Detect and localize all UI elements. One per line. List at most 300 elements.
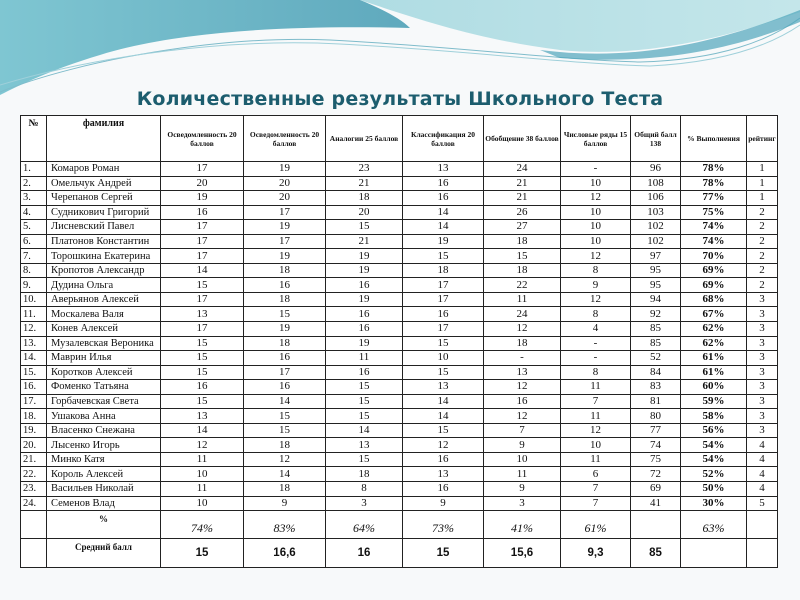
row-number: 13. [21, 336, 47, 351]
awareness-2-score: 19 [244, 162, 326, 177]
row-number: 17. [21, 394, 47, 409]
rating: 5 [747, 496, 778, 511]
rating: 1 [747, 191, 778, 206]
generalization-score: 10 [484, 452, 561, 467]
student-name: Дудина Ольга [47, 278, 161, 293]
analogies-score: 15 [326, 220, 403, 235]
row-number: 8. [21, 263, 47, 278]
generalization-score: 9 [484, 482, 561, 497]
awareness-1-score: 20 [161, 176, 244, 191]
awareness-1-score: 19 [161, 191, 244, 206]
awareness-2-score: 14 [244, 467, 326, 482]
analogies-score: 14 [326, 423, 403, 438]
total-score: 85 [631, 322, 681, 337]
student-name: Лисневский Павел [47, 220, 161, 235]
slide-title: Количественные результаты Школьного Теста [136, 88, 664, 110]
classification-score: 17 [403, 292, 484, 307]
row-number: 11. [21, 307, 47, 322]
header-analogies: Аналогии 25 баллов [326, 116, 403, 162]
percent-row-label: % [47, 511, 161, 539]
row-number: 2. [21, 176, 47, 191]
student-name: Горбачевская Света [47, 394, 161, 409]
student-name: Минко Катя [47, 452, 161, 467]
generalization-score: 12 [484, 409, 561, 424]
analogies-score: 16 [326, 278, 403, 293]
average-value: 16,6 [244, 539, 326, 568]
percent-value [631, 511, 681, 539]
total-score: 95 [631, 263, 681, 278]
analogies-score: 21 [326, 176, 403, 191]
percent-value: 83% [244, 511, 326, 539]
row-number: 15. [21, 365, 47, 380]
classification-score: 15 [403, 249, 484, 264]
generalization-score: 18 [484, 336, 561, 351]
table-row [21, 191, 778, 206]
table-row [21, 278, 778, 293]
table-row [21, 162, 778, 177]
student-name: Омельчук Андрей [47, 176, 161, 191]
number-series-score: - [561, 351, 631, 366]
total-score: 97 [631, 249, 681, 264]
student-name: Лысенко Игорь [47, 438, 161, 453]
completion-percent: 62% [681, 322, 747, 337]
student-name: Москалева Валя [47, 307, 161, 322]
awareness-2-score: 17 [244, 205, 326, 220]
row-number: 5. [21, 220, 47, 235]
row-number: 16. [21, 380, 47, 395]
number-series-score: 8 [561, 365, 631, 380]
average-row [21, 539, 778, 568]
student-name: Коротков Алексей [47, 365, 161, 380]
number-series-score: 10 [561, 220, 631, 235]
table-row [21, 322, 778, 337]
awareness-2-score: 9 [244, 496, 326, 511]
rating: 3 [747, 365, 778, 380]
completion-percent: 30% [681, 496, 747, 511]
table-row [21, 380, 778, 395]
average-row-label: Средний балл [47, 539, 161, 568]
number-series-score: 12 [561, 191, 631, 206]
number-series-score: 9 [561, 278, 631, 293]
classification-score: 14 [403, 409, 484, 424]
completion-percent: 54% [681, 438, 747, 453]
rating: 3 [747, 292, 778, 307]
completion-percent: 69% [681, 263, 747, 278]
generalization-score: 18 [484, 263, 561, 278]
table-row [21, 496, 778, 511]
awareness-2-score: 17 [244, 365, 326, 380]
completion-percent: 61% [681, 365, 747, 380]
awareness-2-score: 20 [244, 176, 326, 191]
generalization-score: 11 [484, 467, 561, 482]
row-number: 1. [21, 162, 47, 177]
completion-percent: 67% [681, 307, 747, 322]
completion-percent: 60% [681, 380, 747, 395]
awareness-2-score: 19 [244, 249, 326, 264]
header-completion-percent: % Выполнения [681, 116, 747, 162]
number-series-score: 7 [561, 496, 631, 511]
student-name: Семенов Влад [47, 496, 161, 511]
generalization-score: 12 [484, 322, 561, 337]
generalization-score: 3 [484, 496, 561, 511]
completion-percent: 50% [681, 482, 747, 497]
table-row [21, 220, 778, 235]
total-score: 52 [631, 351, 681, 366]
header-awareness-2: Осведомленность 20 баллов [244, 116, 326, 162]
completion-percent: 61% [681, 351, 747, 366]
results-table [20, 115, 778, 568]
header-number: № [21, 116, 47, 162]
rating: 2 [747, 220, 778, 235]
classification-score: 15 [403, 423, 484, 438]
header-classification: Классификация 20 баллов [403, 116, 484, 162]
header-generalization: Обобщение 38 баллов [484, 116, 561, 162]
analogies-score: 19 [326, 249, 403, 264]
analogies-score: 11 [326, 351, 403, 366]
row-number: 14. [21, 351, 47, 366]
completion-percent: 74% [681, 220, 747, 235]
classification-score: 18 [403, 263, 484, 278]
awareness-2-score: 14 [244, 394, 326, 409]
generalization-score: 21 [484, 191, 561, 206]
awareness-1-score: 15 [161, 336, 244, 351]
awareness-2-score: 19 [244, 322, 326, 337]
table-row [21, 365, 778, 380]
completion-percent: 52% [681, 467, 747, 482]
student-name: Платонов Константин [47, 234, 161, 249]
number-series-score: 4 [561, 322, 631, 337]
table-row [21, 438, 778, 453]
total-score: 96 [631, 162, 681, 177]
completion-percent: 59% [681, 394, 747, 409]
student-name: Торошкина Екатерина [47, 249, 161, 264]
rating: 4 [747, 482, 778, 497]
analogies-score: 15 [326, 452, 403, 467]
classification-score: 16 [403, 307, 484, 322]
total-score: 69 [631, 482, 681, 497]
average-value [681, 539, 747, 568]
number-series-score: 10 [561, 234, 631, 249]
student-name: Власенко Снежана [47, 423, 161, 438]
rating: 2 [747, 205, 778, 220]
rating: 1 [747, 162, 778, 177]
completion-percent: 62% [681, 336, 747, 351]
awareness-1-score: 13 [161, 409, 244, 424]
completion-percent: 75% [681, 205, 747, 220]
classification-score: 19 [403, 234, 484, 249]
header-number-series: Числовые ряды 15 баллов [561, 116, 631, 162]
awareness-2-score: 18 [244, 336, 326, 351]
awareness-1-score: 11 [161, 452, 244, 467]
completion-percent: 74% [681, 234, 747, 249]
classification-score: 17 [403, 278, 484, 293]
awareness-2-score: 18 [244, 438, 326, 453]
number-series-score: 12 [561, 423, 631, 438]
rating: 3 [747, 336, 778, 351]
rating: 2 [747, 249, 778, 264]
table-row [21, 205, 778, 220]
awareness-1-score: 15 [161, 394, 244, 409]
awareness-2-score: 16 [244, 380, 326, 395]
generalization-score: 24 [484, 307, 561, 322]
generalization-score: 24 [484, 162, 561, 177]
number-series-score: - [561, 162, 631, 177]
percent-value: 61% [561, 511, 631, 539]
row-number: 19. [21, 423, 47, 438]
number-series-score: 11 [561, 452, 631, 467]
awareness-1-score: 13 [161, 307, 244, 322]
number-series-score: 10 [561, 205, 631, 220]
table-row [21, 263, 778, 278]
percent-value [747, 511, 778, 539]
completion-percent: 70% [681, 249, 747, 264]
percent-value: 73% [403, 511, 484, 539]
generalization-score: 9 [484, 438, 561, 453]
wave-shape-left [0, 0, 410, 95]
awareness-1-score: 14 [161, 263, 244, 278]
generalization-score: 22 [484, 278, 561, 293]
awareness-1-score: 10 [161, 467, 244, 482]
number-series-score: 11 [561, 380, 631, 395]
generalization-score: 15 [484, 249, 561, 264]
total-score: 92 [631, 307, 681, 322]
total-score: 85 [631, 336, 681, 351]
number-series-score: 11 [561, 409, 631, 424]
awareness-1-score: 16 [161, 380, 244, 395]
total-score: 77 [631, 423, 681, 438]
classification-score: 16 [403, 191, 484, 206]
completion-percent: 78% [681, 162, 747, 177]
row-number: 21. [21, 452, 47, 467]
average-value: 16 [326, 539, 403, 568]
rating: 4 [747, 467, 778, 482]
total-score: 41 [631, 496, 681, 511]
total-score: 72 [631, 467, 681, 482]
percent-value: 41% [484, 511, 561, 539]
generalization-score: 7 [484, 423, 561, 438]
analogies-score: 19 [326, 263, 403, 278]
rating: 2 [747, 234, 778, 249]
awareness-1-score: 17 [161, 162, 244, 177]
classification-score: 16 [403, 482, 484, 497]
total-score: 81 [631, 394, 681, 409]
awareness-1-score: 15 [161, 278, 244, 293]
total-score: 83 [631, 380, 681, 395]
awareness-1-score: 12 [161, 438, 244, 453]
analogies-score: 19 [326, 336, 403, 351]
total-score: 84 [631, 365, 681, 380]
classification-score: 15 [403, 336, 484, 351]
classification-score: 9 [403, 496, 484, 511]
awareness-2-score: 17 [244, 234, 326, 249]
percent-row [21, 511, 778, 539]
analogies-score: 15 [326, 380, 403, 395]
awareness-1-score: 10 [161, 496, 244, 511]
awareness-2-score: 15 [244, 409, 326, 424]
row-number: 9. [21, 278, 47, 293]
awareness-1-score: 17 [161, 220, 244, 235]
total-score: 102 [631, 234, 681, 249]
analogies-score: 23 [326, 162, 403, 177]
student-name: Конев Алексей [47, 322, 161, 337]
awareness-1-score: 16 [161, 205, 244, 220]
student-name: Аверьянов Алексей [47, 292, 161, 307]
table-row [21, 336, 778, 351]
generalization-score: - [484, 351, 561, 366]
total-score: 103 [631, 205, 681, 220]
awareness-2-score: 16 [244, 278, 326, 293]
total-score: 108 [631, 176, 681, 191]
classification-score: 16 [403, 176, 484, 191]
analogies-score: 19 [326, 292, 403, 307]
analogies-score: 15 [326, 394, 403, 409]
awareness-1-score: 17 [161, 322, 244, 337]
percent-value: 63% [681, 511, 747, 539]
awareness-2-score: 15 [244, 423, 326, 438]
student-name: Ушакова Анна [47, 409, 161, 424]
rating: 4 [747, 438, 778, 453]
awareness-2-score: 15 [244, 307, 326, 322]
generalization-score: 12 [484, 380, 561, 395]
number-series-score: 12 [561, 292, 631, 307]
classification-score: 12 [403, 438, 484, 453]
student-name: Комаров Роман [47, 162, 161, 177]
number-series-score: 10 [561, 176, 631, 191]
completion-percent: 56% [681, 423, 747, 438]
header-row [21, 116, 778, 162]
row-number: 7. [21, 249, 47, 264]
row-number: 20. [21, 438, 47, 453]
row-number: 22. [21, 467, 47, 482]
number-series-score: 7 [561, 394, 631, 409]
average-value: 9,3 [561, 539, 631, 568]
awareness-2-score: 18 [244, 482, 326, 497]
generalization-score: 21 [484, 176, 561, 191]
table-row [21, 394, 778, 409]
awareness-1-score: 15 [161, 365, 244, 380]
table-row [21, 452, 778, 467]
average-value: 15,6 [484, 539, 561, 568]
row-number: 12. [21, 322, 47, 337]
average-value: 15 [403, 539, 484, 568]
completion-percent: 54% [681, 452, 747, 467]
table-row [21, 409, 778, 424]
number-series-score: - [561, 336, 631, 351]
generalization-score: 27 [484, 220, 561, 235]
analogies-score: 21 [326, 234, 403, 249]
analogies-score: 15 [326, 409, 403, 424]
row-number: 24. [21, 496, 47, 511]
analogies-score: 3 [326, 496, 403, 511]
table-row [21, 234, 778, 249]
awareness-2-score: 20 [244, 191, 326, 206]
rating: 3 [747, 423, 778, 438]
student-name: Судникович Григорий [47, 205, 161, 220]
table-row [21, 423, 778, 438]
analogies-score: 18 [326, 467, 403, 482]
total-score: 80 [631, 409, 681, 424]
percent-value: 74% [161, 511, 244, 539]
generalization-score: 13 [484, 365, 561, 380]
header-surname: фамилия [47, 116, 161, 162]
header-rating: рейтинг [747, 116, 778, 162]
number-series-score: 6 [561, 467, 631, 482]
analogies-score: 16 [326, 322, 403, 337]
rating: 3 [747, 409, 778, 424]
student-name: Музалевская Вероника [47, 336, 161, 351]
rating: 3 [747, 307, 778, 322]
rating: 2 [747, 263, 778, 278]
rating: 3 [747, 394, 778, 409]
completion-percent: 78% [681, 176, 747, 191]
row-number: 18. [21, 409, 47, 424]
completion-percent: 68% [681, 292, 747, 307]
table-row [21, 176, 778, 191]
total-score: 106 [631, 191, 681, 206]
completion-percent: 69% [681, 278, 747, 293]
row-number: 23. [21, 482, 47, 497]
rating: 3 [747, 322, 778, 337]
completion-percent: 58% [681, 409, 747, 424]
percent-row-empty [21, 511, 47, 539]
table-row [21, 292, 778, 307]
student-name: Черепанов Сергей [47, 191, 161, 206]
number-series-score: 8 [561, 307, 631, 322]
analogies-score: 18 [326, 191, 403, 206]
classification-score: 14 [403, 205, 484, 220]
total-score: 95 [631, 278, 681, 293]
number-series-score: 7 [561, 482, 631, 497]
awareness-2-score: 18 [244, 263, 326, 278]
table-row [21, 467, 778, 482]
rating: 1 [747, 176, 778, 191]
student-name: Фоменко Татьяна [47, 380, 161, 395]
number-series-score: 10 [561, 438, 631, 453]
rating: 2 [747, 278, 778, 293]
generalization-score: 26 [484, 205, 561, 220]
average-value: 15 [161, 539, 244, 568]
row-number: 4. [21, 205, 47, 220]
student-name: Кропотов Александр [47, 263, 161, 278]
table-body [21, 162, 778, 511]
total-score: 74 [631, 438, 681, 453]
classification-score: 17 [403, 322, 484, 337]
awareness-1-score: 11 [161, 482, 244, 497]
row-number: 10. [21, 292, 47, 307]
rating: 4 [747, 452, 778, 467]
classification-score: 16 [403, 452, 484, 467]
average-value [747, 539, 778, 568]
classification-score: 13 [403, 467, 484, 482]
analogies-score: 13 [326, 438, 403, 453]
awareness-1-score: 17 [161, 234, 244, 249]
total-score: 94 [631, 292, 681, 307]
awareness-2-score: 18 [244, 292, 326, 307]
total-score: 102 [631, 220, 681, 235]
rating: 3 [747, 351, 778, 366]
average-value: 85 [631, 539, 681, 568]
average-row-empty [21, 539, 47, 568]
analogies-score: 16 [326, 307, 403, 322]
row-number: 6. [21, 234, 47, 249]
table-row [21, 482, 778, 497]
classification-score: 13 [403, 380, 484, 395]
awareness-1-score: 17 [161, 292, 244, 307]
student-name: Маврин Илья [47, 351, 161, 366]
classification-score: 10 [403, 351, 484, 366]
table-row [21, 307, 778, 322]
generalization-score: 16 [484, 394, 561, 409]
